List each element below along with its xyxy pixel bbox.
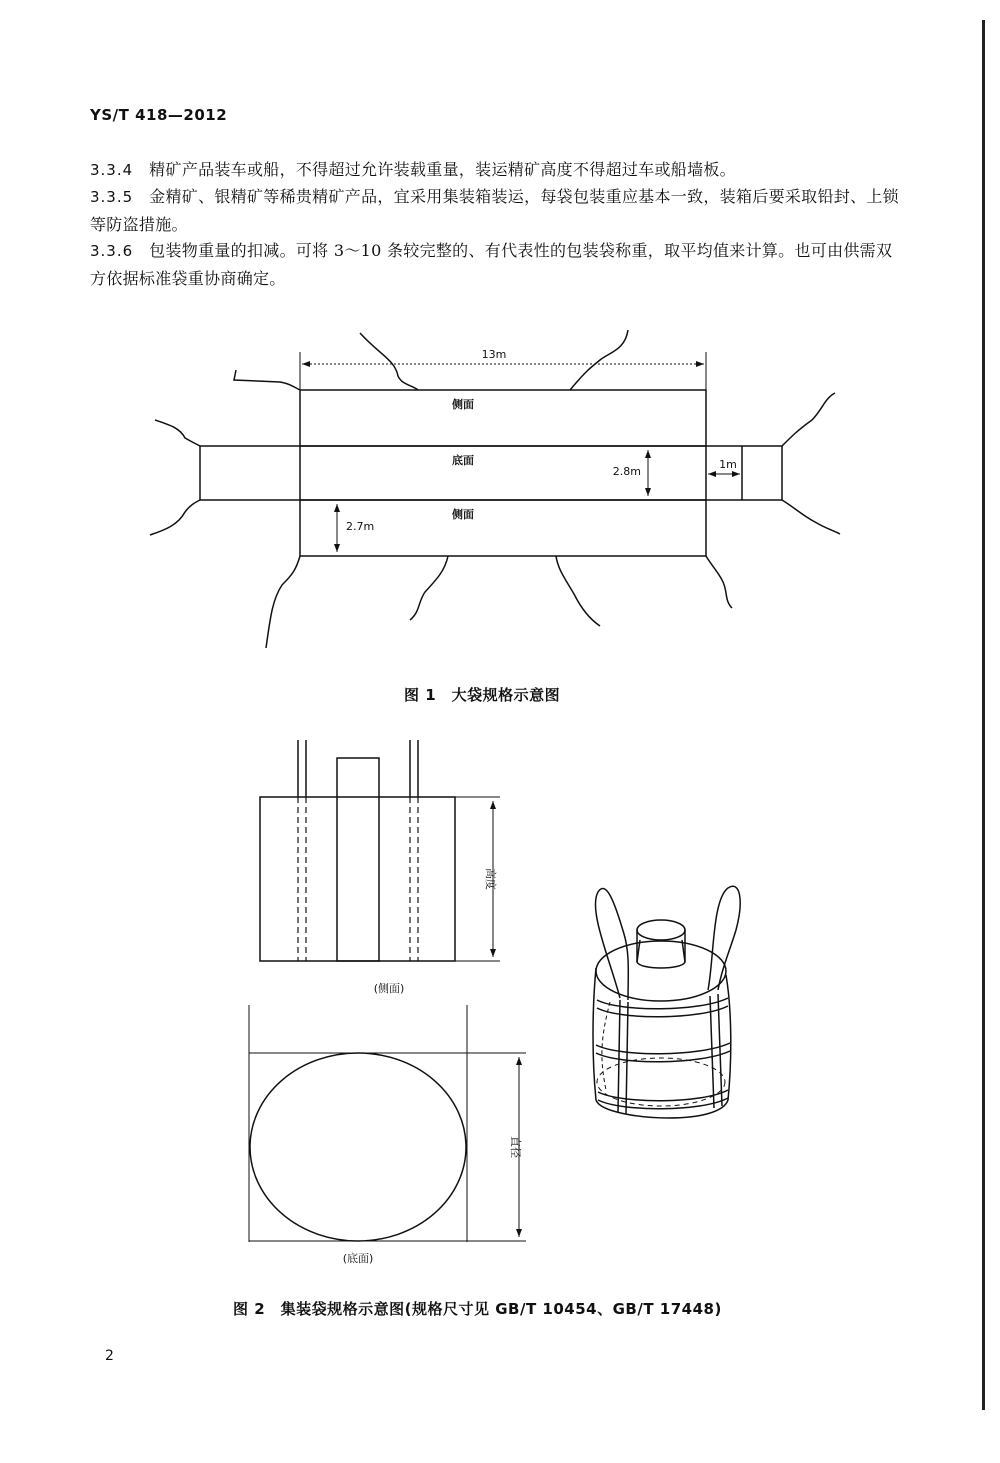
bottom-panel bbox=[200, 446, 782, 500]
rope-top-right bbox=[570, 330, 628, 390]
clause-number: 3.3.6 bbox=[90, 242, 134, 260]
rope-bottom-center-left bbox=[410, 556, 448, 620]
standard-code: YS/T 418—2012 bbox=[90, 106, 228, 124]
rope-top-left bbox=[360, 333, 418, 390]
clause-text: 金精矿、银精矿等稀贵精矿产品，宜采用集装箱装运，每袋包装重应基本一致，装箱后要采取铅封、上锁等防盗措施。 bbox=[90, 187, 899, 234]
clause-text: 包装物重量的扣减。可将 3～10 条较完整的、有代表性的包装袋称重，取平均值来计算。也可由供需双方依据标准袋重协商确定。 bbox=[90, 241, 893, 288]
rope-bottom-center-right bbox=[556, 556, 600, 626]
top-side-label: 侧面 bbox=[452, 398, 474, 411]
rope-bottom-right bbox=[706, 556, 732, 608]
width-label: 2.8m bbox=[612, 465, 641, 478]
bottom-label: 底面 bbox=[452, 454, 474, 467]
side-view-label: (侧面) bbox=[373, 982, 405, 995]
rope-right-upper bbox=[782, 393, 835, 446]
figure-2-bulk-bag-diagram bbox=[0, 728, 1000, 1288]
rope-right-lower bbox=[782, 500, 840, 534]
length-label: 13m bbox=[481, 348, 507, 361]
clause-text: 精矿产品装车或船，不得超过允许装载重量，装运精矿高度不得超过车或船墙板。 bbox=[149, 160, 736, 179]
paragraph-3-3-5 bbox=[90, 183, 905, 238]
side-view-spout bbox=[337, 758, 379, 961]
clause-number: 3.3.5 bbox=[90, 188, 134, 206]
figure-2-caption: 图 2 集装袋规格示意图(规格尺寸见 GB/T 10454、GB/T 17448) bbox=[233, 1300, 722, 1318]
bottom-view-label: (底面) bbox=[342, 1252, 374, 1265]
lower-side-label: 侧面 bbox=[452, 508, 474, 521]
bottom-view-circle bbox=[250, 1053, 466, 1241]
figure-1-big-bag-diagram bbox=[0, 320, 1000, 660]
paragraph-3-3-4 bbox=[90, 156, 905, 184]
rope-left-lower bbox=[150, 500, 200, 535]
side-height-label: 2.7m bbox=[346, 520, 375, 533]
paragraph-3-3-6 bbox=[90, 237, 905, 292]
clause-number: 3.3.4 bbox=[90, 161, 134, 179]
page-number: 2 bbox=[105, 1348, 114, 1364]
top-side-panel bbox=[300, 390, 706, 446]
rope-bottom-left bbox=[266, 556, 300, 648]
diameter-label: 直径 bbox=[509, 1136, 522, 1158]
rope-left-top bbox=[234, 370, 300, 390]
bulk-bag-3d-illustration bbox=[593, 886, 740, 1118]
figure-1-caption: 图 1 大袋规格示意图 bbox=[404, 686, 561, 704]
height-label: 高度 bbox=[484, 868, 497, 890]
side-view-body bbox=[260, 797, 455, 961]
rope-left-upper bbox=[155, 420, 200, 446]
flap-label: 1m bbox=[719, 458, 737, 471]
